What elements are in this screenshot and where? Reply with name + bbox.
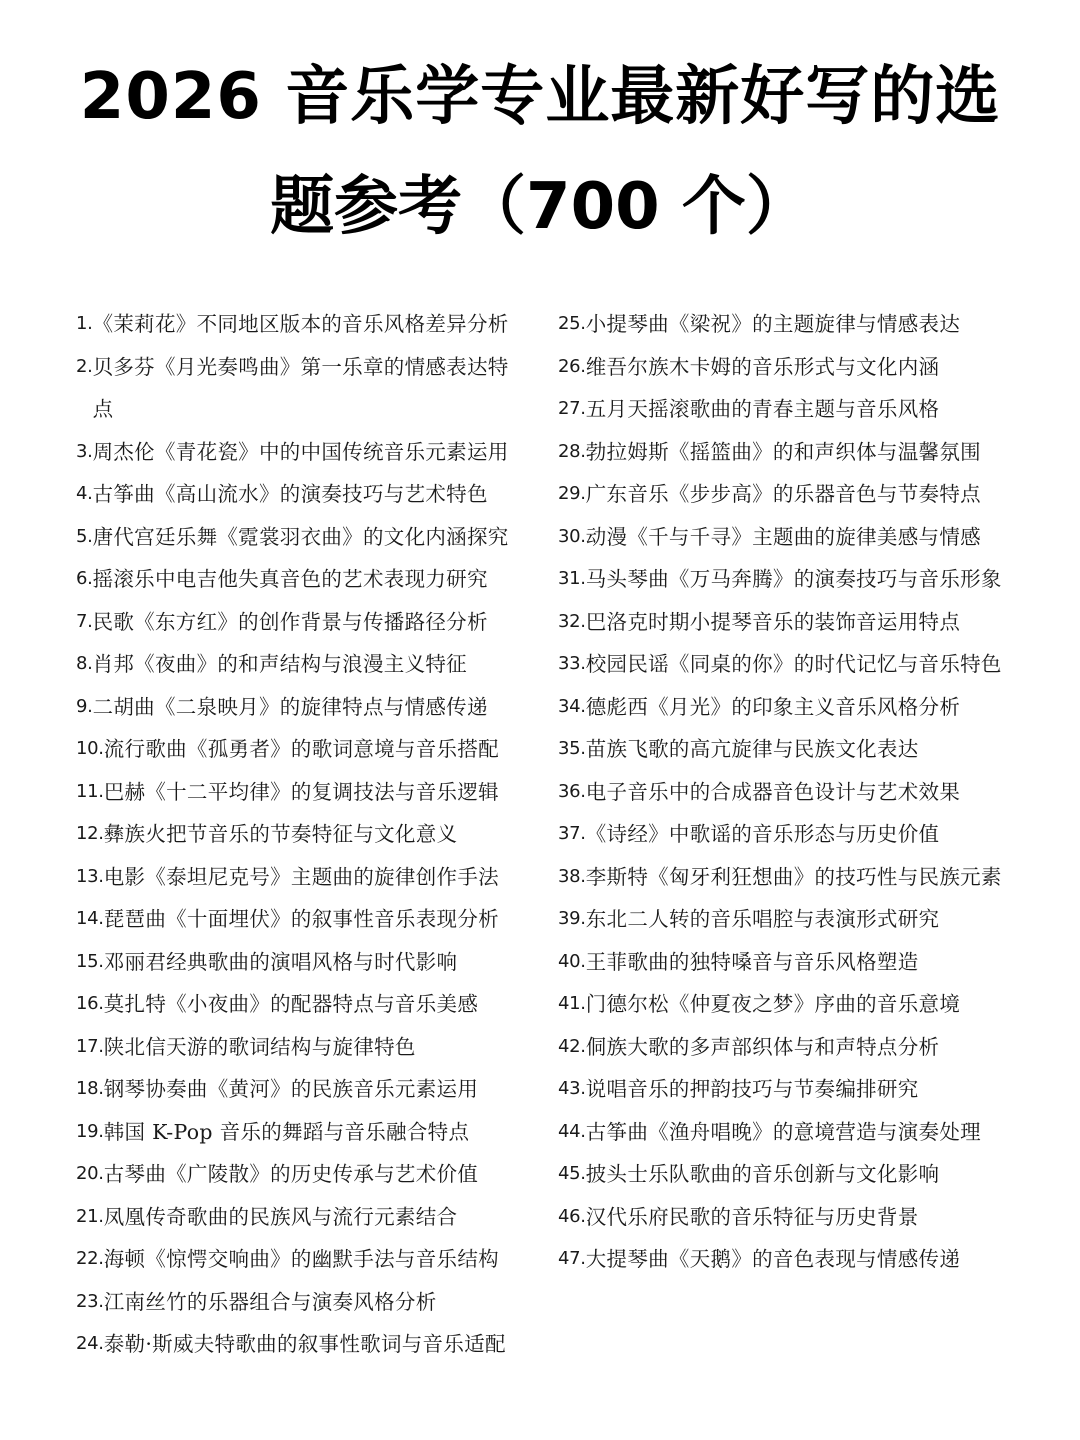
topic-item bbox=[76, 473, 528, 516]
topic-text: 《茉莉花》不同地区版本的音乐风格差异分析 bbox=[92, 312, 509, 336]
topic-number: 2. bbox=[76, 355, 93, 377]
topic-text: 王菲歌曲的独特嗓音与音乐风格塑造 bbox=[585, 949, 919, 974]
topic-text: 古筝曲《渔舟唱晚》的意境营造与演奏处理 bbox=[585, 1119, 981, 1144]
topic-number: 14. bbox=[76, 908, 104, 929]
topic-item bbox=[76, 771, 528, 814]
topic-number: 35. bbox=[558, 738, 586, 759]
topic-number: 10. bbox=[76, 738, 104, 759]
topic-text: 肖邦《夜曲》的和声结构与浪漫主义特征 bbox=[92, 652, 467, 676]
topic-text: 说唱音乐的押韵技巧与节奏编排研究 bbox=[585, 1077, 919, 1101]
topic-item bbox=[558, 856, 1010, 899]
topic-number: 27. bbox=[558, 398, 586, 419]
topic-item bbox=[76, 1323, 528, 1366]
topic-item bbox=[558, 346, 1010, 389]
topic-item bbox=[558, 728, 1010, 771]
topic-number: 9. bbox=[76, 695, 93, 717]
topic-item bbox=[76, 983, 528, 1026]
topic-item bbox=[76, 898, 528, 941]
topic-text: 《诗经》中歌谣的音乐形态与历史价值 bbox=[585, 822, 940, 846]
topic-number: 43. bbox=[558, 1078, 586, 1099]
topic-number: 25. bbox=[558, 313, 586, 334]
topic-item bbox=[76, 813, 528, 856]
topic-text: 东北二人转的音乐唱腔与表演形式研究 bbox=[585, 907, 940, 931]
topic-number: 15. bbox=[76, 950, 104, 972]
topic-item bbox=[558, 1068, 1010, 1111]
topic-item bbox=[76, 516, 528, 559]
topic-text: 韩国 K-Pop 音乐的舞蹈与音乐融合特点 bbox=[103, 1119, 470, 1144]
topic-number: 41. bbox=[558, 993, 586, 1014]
topic-number: 23. bbox=[76, 1290, 104, 1312]
topic-number: 40. bbox=[558, 950, 586, 972]
topic-number: 7. bbox=[76, 610, 93, 632]
topic-number: 5. bbox=[76, 525, 93, 547]
topic-number: 46. bbox=[558, 1205, 586, 1227]
topic-text: 小提琴曲《梁祝》的主题旋律与情感表达 bbox=[585, 312, 961, 336]
topic-number: 19. bbox=[76, 1120, 104, 1142]
page-title-line-1: 2026 音乐学专业最新好写的选 bbox=[79, 60, 1001, 134]
topic-number: 34. bbox=[558, 695, 586, 717]
topic-list-right bbox=[558, 303, 1010, 1281]
topic-text: 李斯特《匈牙利狂想曲》的技巧性与民族元素 bbox=[585, 864, 1002, 889]
topic-number: 29. bbox=[558, 483, 586, 504]
topic-number: 21. bbox=[76, 1205, 104, 1227]
topic-text: 动漫《千与千寻》主题曲的旋律美感与情感 bbox=[585, 524, 981, 549]
topic-item bbox=[558, 643, 1010, 686]
topic-item bbox=[76, 643, 528, 686]
topic-number: 42. bbox=[558, 1035, 586, 1057]
topic-item bbox=[76, 346, 528, 431]
topic-text: 电子音乐中的合成器音色设计与艺术效果 bbox=[585, 779, 961, 804]
topic-text: 巴赫《十二平均律》的复调技法与音乐逻辑 bbox=[103, 779, 499, 804]
topic-number: 37. bbox=[558, 823, 586, 844]
topic-item bbox=[558, 771, 1010, 814]
topic-number: 36. bbox=[558, 780, 586, 802]
topic-item bbox=[76, 1026, 528, 1069]
topic-item bbox=[558, 601, 1010, 644]
topic-text: 大提琴曲《天鹅》的音色表现与情感传递 bbox=[585, 1247, 961, 1271]
topic-text: 古琴曲《广陵散》的历史传承与艺术价值 bbox=[103, 1162, 479, 1186]
topic-item bbox=[558, 686, 1010, 729]
page-title-line-2: 题参考（700 个） bbox=[270, 170, 810, 244]
topic-text: 海顿《惊愕交响曲》的幽默手法与音乐结构 bbox=[103, 1247, 499, 1271]
topic-item bbox=[558, 558, 1010, 601]
topic-item bbox=[558, 388, 1010, 431]
topic-text: 巴洛克时期小提琴音乐的装饰音运用特点 bbox=[585, 609, 961, 634]
topic-item bbox=[558, 1153, 1010, 1196]
topic-item bbox=[76, 1238, 528, 1281]
topic-number: 44. bbox=[558, 1120, 586, 1142]
topic-item bbox=[558, 983, 1010, 1026]
topic-item bbox=[76, 1281, 528, 1324]
topic-item bbox=[76, 431, 528, 474]
topic-number: 32. bbox=[558, 610, 586, 632]
topic-text: 摇滚乐中电吉他失真音色的艺术表现力研究 bbox=[92, 567, 488, 591]
topic-number: 38. bbox=[558, 865, 586, 887]
topic-text: 民歌《东方红》的创作背景与传播路径分析 bbox=[92, 609, 488, 634]
topic-item bbox=[558, 516, 1010, 559]
topic-text: 陕北信天游的歌词结构与旋律特色 bbox=[103, 1034, 416, 1059]
topic-text: 古筝曲《高山流水》的演奏技巧与艺术特色 bbox=[92, 482, 488, 506]
topic-item bbox=[558, 1238, 1010, 1281]
topic-item bbox=[76, 303, 528, 346]
topic-text: 德彪西《月光》的印象主义音乐风格分析 bbox=[585, 694, 961, 719]
topic-text: 电影《泰坦尼克号》主题曲的旋律创作手法 bbox=[103, 864, 499, 889]
topic-text: 马头琴曲《万马奔腾》的演奏技巧与音乐形象 bbox=[585, 567, 1002, 591]
topic-text: 门德尔松《仲夏夜之梦》序曲的音乐意境 bbox=[585, 992, 961, 1016]
topic-text: 校园民谣《同桌的你》的时代记忆与音乐特色 bbox=[585, 652, 1002, 676]
topic-text: 琵琶曲《十面埋伏》的叙事性音乐表现分析 bbox=[103, 907, 499, 931]
topic-number: 11. bbox=[76, 780, 104, 802]
topic-text: 邓丽君经典歌曲的演唱风格与时代影响 bbox=[103, 949, 458, 974]
topic-text: 莫扎特《小夜曲》的配器特点与音乐美感 bbox=[103, 992, 479, 1016]
topic-item bbox=[558, 431, 1010, 474]
topic-number: 16. bbox=[76, 993, 104, 1014]
topic-item bbox=[76, 601, 528, 644]
topic-number: 47. bbox=[558, 1248, 586, 1269]
topic-number: 28. bbox=[558, 440, 586, 462]
topic-list-left bbox=[76, 303, 528, 1366]
topic-item bbox=[558, 1026, 1010, 1069]
topic-text: 二胡曲《二泉映月》的旋律特点与情感传递 bbox=[92, 694, 488, 719]
topic-text: 广东音乐《步步高》的乐器音色与节奏特点 bbox=[585, 482, 981, 506]
topic-number: 39. bbox=[558, 908, 586, 929]
topic-number: 31. bbox=[558, 568, 586, 589]
topic-item bbox=[558, 941, 1010, 984]
topic-text: 周杰伦《青花瓷》中的中国传统音乐元素运用 bbox=[92, 439, 509, 464]
topic-number: 20. bbox=[76, 1163, 104, 1184]
topic-number: 26. bbox=[558, 355, 586, 377]
topic-item bbox=[76, 728, 528, 771]
topic-number: 22. bbox=[76, 1248, 104, 1269]
topic-text: 凤凰传奇歌曲的民族风与流行元素结合 bbox=[103, 1204, 458, 1229]
topic-text: 苗族飞歌的高亢旋律与民族文化表达 bbox=[585, 737, 919, 761]
topic-item bbox=[558, 898, 1010, 941]
topic-number: 30. bbox=[558, 525, 586, 547]
topic-number: 33. bbox=[558, 653, 586, 674]
topic-item bbox=[76, 856, 528, 899]
topic-text: 流行歌曲《孤勇者》的歌词意境与音乐搭配 bbox=[103, 737, 499, 761]
topic-text: 勃拉姆斯《摇篮曲》的和声织体与温馨氛围 bbox=[585, 439, 981, 464]
topic-number: 24. bbox=[76, 1333, 104, 1354]
topic-number: 1. bbox=[76, 313, 93, 334]
topic-item bbox=[76, 941, 528, 984]
topic-text: 江南丝竹的乐器组合与演奏风格分析 bbox=[103, 1289, 437, 1314]
topic-item bbox=[558, 473, 1010, 516]
topic-text: 贝多芬《月光奏鸣曲》第一乐章的情感表达特点 bbox=[92, 354, 509, 421]
topic-number: 4. bbox=[76, 483, 93, 504]
topic-number: 6. bbox=[76, 568, 93, 589]
topic-number: 18. bbox=[76, 1078, 104, 1099]
topic-item bbox=[558, 813, 1010, 856]
topic-number: 3. bbox=[76, 440, 93, 462]
topic-item bbox=[76, 558, 528, 601]
topic-text: 侗族大歌的多声部织体与和声特点分析 bbox=[585, 1034, 940, 1059]
topic-text: 披头士乐队歌曲的音乐创新与文化影响 bbox=[585, 1162, 940, 1186]
topic-text: 五月天摇滚歌曲的青春主题与音乐风格 bbox=[585, 397, 940, 421]
topic-item bbox=[76, 1153, 528, 1196]
topic-text: 泰勒·斯威夫特歌曲的叙事性歌词与音乐适配 bbox=[103, 1332, 506, 1356]
topic-number: 45. bbox=[558, 1163, 586, 1184]
topic-number: 8. bbox=[76, 653, 93, 674]
topic-text: 维吾尔族木卡姆的音乐形式与文化内涵 bbox=[585, 354, 940, 379]
topic-item bbox=[558, 1111, 1010, 1154]
topic-item bbox=[76, 686, 528, 729]
topic-item bbox=[76, 1196, 528, 1239]
topic-number: 13. bbox=[76, 865, 104, 887]
topic-item bbox=[76, 1068, 528, 1111]
topic-item bbox=[558, 1196, 1010, 1239]
topic-text: 钢琴协奏曲《黄河》的民族音乐元素运用 bbox=[103, 1077, 479, 1101]
topic-item bbox=[76, 1111, 528, 1154]
topic-text: 彝族火把节音乐的节奏特征与文化意义 bbox=[103, 822, 458, 846]
topic-text: 唐代宫廷乐舞《霓裳羽衣曲》的文化内涵探究 bbox=[92, 524, 509, 549]
topic-item bbox=[558, 303, 1010, 346]
topic-text: 汉代乐府民歌的音乐特征与历史背景 bbox=[585, 1204, 919, 1229]
topic-number: 12. bbox=[76, 823, 104, 844]
topic-number: 17. bbox=[76, 1035, 104, 1057]
